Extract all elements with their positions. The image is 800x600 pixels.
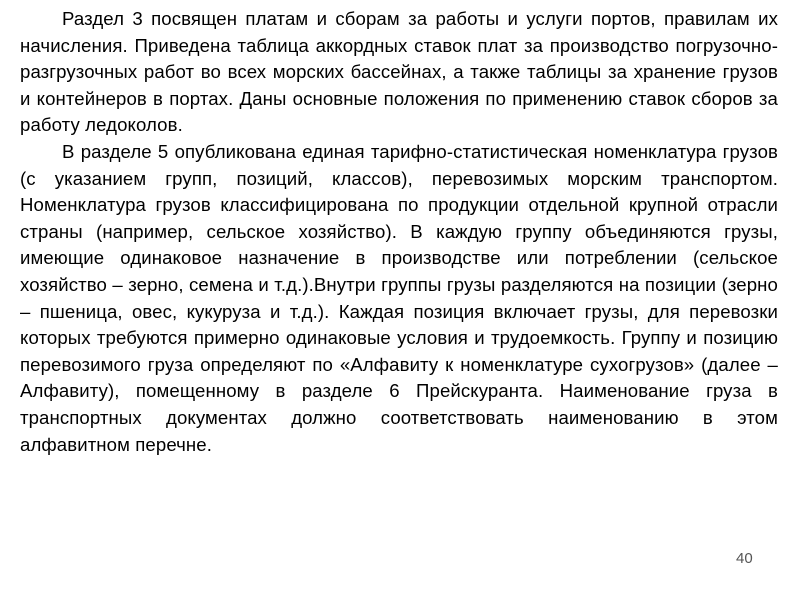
paragraph-section-5: В разделе 5 опубликована единая тарифно-статистическая номенклатура грузов (с указанием групп, позиций, классов), перевозимых морским транспортом. Номенклатура грузов классифицирована по продукции отдельной крупной отрасли страны (например, сельское хозяйство). В каждую группу объединяются грузы, имеющие одинаковое назначение в производстве или потреблении (сельское хозяйство – зерно, семена и т.д.).Внутри группы грузы разделяются на позиции (зерно – пшеница, овес, кукуруза и т.д.). Каждая позиция включает грузы, для перевозки которых требуются примерно одинаковые условия и трудоемкость. Группу и позицию перевозимого груза определяют по «Алфавиту к номенклатуре сухогрузов» (далее – Алфавиту), помещенному в разделе 6 Прейскуранта. Наименование груза в транспортных документах должно соответствовать наименованию в этом алфавитном перечне. [20,140,778,455]
paragraph-section-3: Раздел 3 посвящен платам и сборам за работы и услуги портов, правилам их начисления. Приведена таблица аккордных ставок плат за производство погрузочно-разгрузочных работ во всех морских бассейнах, а также таблицы за хранение грузов и контейнеров в портах. Даны основные положения по применению ставок сборов за работу ледоколов. [20,8,778,136]
page-number: 40 [736,550,753,567]
slide-content [20,6,778,566]
